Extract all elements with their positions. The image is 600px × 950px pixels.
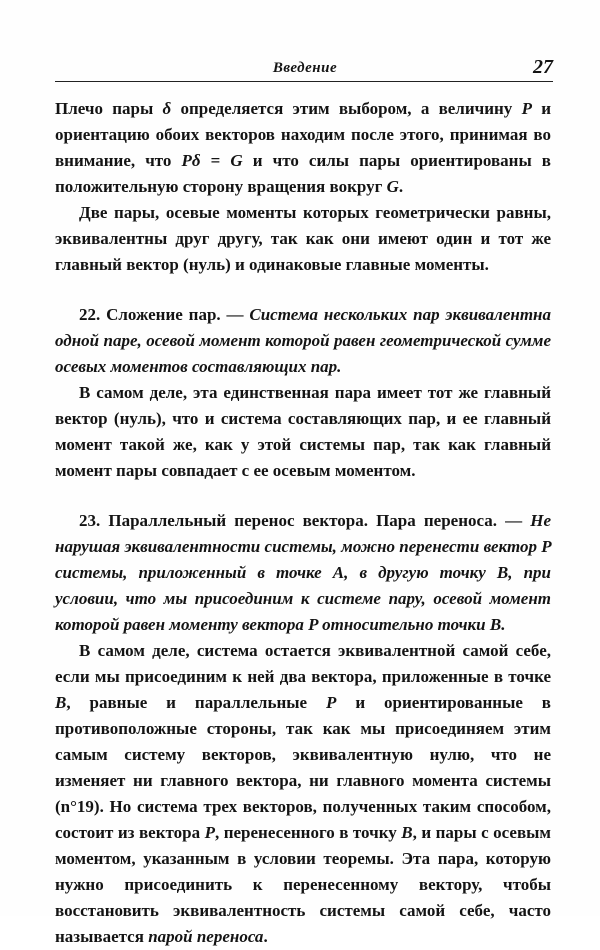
theorem-text: Не нарушая эквивалентности системы, можно перенести вектор (55, 511, 552, 556)
section-22-heading: 22. Сложение пар. (79, 305, 221, 324)
formula-equals: = (200, 151, 231, 170)
symbol-B: B (489, 615, 502, 634)
section-22-proof: В самом деле, эта единственная пара имеет тот же главный вектор (нуль), что и система составляющих пар, и ее главный момент такой же, как у этой системы пар, так как главный момент пары совпадает с ее осевым моментом. (55, 383, 551, 480)
symbol-A: A (332, 563, 345, 582)
symbol-B: B (401, 823, 413, 842)
theorem-text: относительно точки (317, 615, 490, 634)
header-rule (55, 81, 553, 82)
text-run: и что силы пары ориентированы в положительную сторону вращения вокруг (55, 151, 551, 196)
theorem-text: . (501, 615, 506, 634)
section-23-heading: 23. Параллельный перенос вектора. Пара переноса. (79, 511, 497, 530)
running-head (55, 56, 555, 80)
dash: — (497, 511, 531, 530)
text-run: , и пары с осевым моментом, указанным в условии теоремы. Эта пара, которую нужно присоединить к перенесенному вектору, чтобы восстановить эквивалентность системы самой себе, часто называется (55, 823, 551, 946)
text-run: В самом деле, система остается эквивалентной самой себе, если мы присоединим к ней два вектора, приложенные в точке (55, 641, 551, 686)
paragraph-pair-arm (55, 96, 551, 200)
running-head-title: Введение (272, 60, 338, 76)
section-22-statement (55, 302, 551, 380)
term-transfer-pair: парой переноса (148, 927, 264, 946)
text-run: и ориентацию обоих векторов находим после этого, принимая во внимание, что (55, 99, 552, 170)
text-run: и ориентированные в противоположные стороны, так как мы присоединяем этим самым систему векторов, эквивалентную нулю, что не изменяет ни главного вектора, ни главного момента системы (n°19). Но система трех векторов, полученных таким способом, состоит из вектора (55, 693, 551, 842)
theorem-text: , при условии, что мы присоединим к системе пару, осевой момент которой равен моменту вектора (55, 563, 551, 634)
text-run: , перенесенного в точку (214, 823, 402, 842)
symbol-B: B (55, 693, 67, 712)
formula-P-delta: Pδ (181, 151, 201, 170)
symbol-P: P (521, 99, 532, 118)
text-run: . (263, 927, 268, 946)
page-number: 27 (533, 56, 553, 78)
section-22-theorem: Система нескольких пар эквивалентна одной паре, осевой момент которой равен геометрической сумме осевых моментов составляющих пар. (55, 305, 551, 376)
section-gap (55, 484, 551, 508)
symbol-P: P (541, 537, 551, 556)
dash: — (220, 305, 250, 324)
text-run: , равные и параллельные (66, 693, 326, 712)
symbol-P: P (308, 615, 318, 634)
symbol-P: P (204, 823, 215, 842)
symbol-G: G (386, 177, 399, 196)
symbol-P: P (326, 693, 337, 712)
text-run: определяется этим выбором, а величину (171, 99, 522, 118)
page-body (55, 96, 551, 950)
symbol-B: B (496, 563, 509, 582)
symbol-delta: δ (162, 99, 172, 118)
theorem-text: , в другую точку (344, 563, 497, 582)
section-23-statement (55, 508, 551, 638)
theorem-text: системы, приложенный в точке (55, 563, 333, 582)
section-gap (55, 278, 551, 302)
text-run: . (398, 177, 404, 196)
section-23-proof (55, 638, 551, 950)
paragraph-equivalent-pairs: Две пары, осевые моменты которых геометрически равны, эквивалентны друг другу, так как они имеют один и тот же главный вектор (нуль) и одинаковые главные моменты. (55, 203, 551, 274)
symbol-G: G (230, 151, 243, 170)
text-run: Плечо пары (55, 99, 163, 118)
